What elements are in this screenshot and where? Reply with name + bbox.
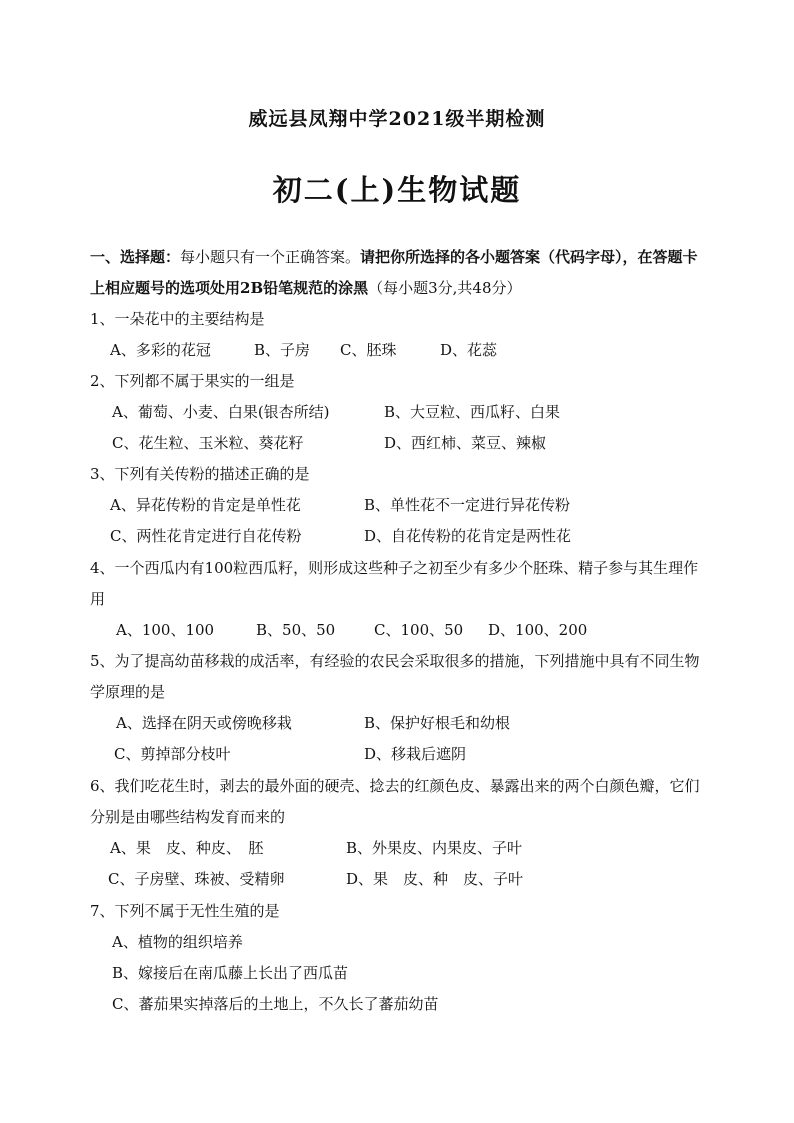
option-d: D、自花传粉的花肯定是两性花 — [364, 527, 572, 545]
option-a: A、异花传粉的肯定是单性花 — [110, 496, 301, 514]
option-b: B、大豆粒、西瓜籽、白果 — [384, 403, 561, 421]
question-2-stem: 2、下列都不属于果实的一组是 — [90, 372, 295, 390]
option-a: A、植物的组织培养 — [112, 933, 243, 951]
page-title: 初二(上)生物试题 — [272, 173, 522, 207]
question-4-stem: 4、一个西瓜内有100粒西瓜籽，则形成这些种子之初至少有多少个胚珠、精子参与其生理作用 — [90, 559, 699, 608]
school-title: 威远县凤翔中学2021级半期检测 — [248, 108, 546, 130]
question-7-option-b — [0, 958, 794, 989]
option-c: C、花生粒、玉米粒、葵花籽 — [112, 434, 304, 452]
section-instructions — [90, 242, 705, 304]
section-heading: 一、选择题： — [90, 248, 181, 266]
question-2-options-row1 — [0, 397, 794, 428]
option-a: A、葡萄、小麦、白果(银杏所结) — [112, 403, 330, 421]
option-a: A、果 皮、种皮、 胚 — [110, 839, 264, 857]
question-5-options-row2 — [0, 739, 794, 770]
question-5-stem: 5、为了提高幼苗移栽的成活率，有经验的农民会采取很多的措施，下列措施中具有不同生物学原理的是 — [90, 652, 700, 701]
section-score-note: （每小题3分,共48分） — [368, 279, 522, 297]
option-c: C、蕃茄果实掉落后的土地上，不久长了蕃茄幼苗 — [112, 995, 439, 1013]
option-b: B、单性花不一定进行异花传粉 — [364, 496, 571, 514]
section-bold-instruction: 请把你所选择的各小题答案（代码字母），在答题卡上相应题号的选项处用2B铅笔规范的涂黑 — [90, 248, 698, 297]
question-5-options-row1 — [0, 708, 794, 739]
option-d: D、西红柿、菜豆、辣椒 — [384, 434, 547, 452]
section-lead: 每小题只有一个正确答案。 — [180, 248, 361, 266]
question-3-stem: 3、下列有关传粉的描述正确的是 — [90, 465, 310, 483]
option-b: B、嫁接后在南瓜藤上长出了西瓜苗 — [112, 964, 349, 982]
question-7-stem: 7、下列不属于无性生殖的是 — [90, 902, 280, 920]
option-c: C、子房壁、珠被、受精卵 — [108, 870, 285, 888]
option-d: D、100、200 — [488, 621, 588, 639]
question-1-stem: 1、一朵花中的主要结构是 — [90, 310, 265, 328]
question-4-options — [0, 615, 794, 646]
option-b: B、外果皮、内果皮、子叶 — [346, 839, 523, 857]
option-d: D、果 皮、种 皮、子叶 — [346, 870, 524, 888]
question-7-option-c — [0, 989, 794, 1020]
question-6-stem: 6、我们吃花生时，剥去的最外面的硬壳、捻去的红颜色皮、暴露出来的两个白颜色瓣，它们分别是由哪些结构发育而来的 — [90, 777, 700, 826]
option-c: C、两性花肯定进行自花传粉 — [110, 527, 302, 545]
option-c: C、100、50 — [374, 621, 464, 639]
option-a: A、100、100 — [116, 621, 215, 639]
option-a: A、多彩的花冠 — [110, 341, 211, 359]
option-b: B、子房 — [254, 341, 311, 359]
option-a: A、选择在阴天或傍晚移栽 — [116, 714, 292, 732]
question-2-options-row2 — [0, 428, 794, 459]
option-d: D、花蕊 — [440, 341, 498, 359]
question-7-option-a — [0, 927, 794, 958]
question-6-options-row2 — [0, 864, 794, 895]
question-6-options-row1 — [0, 833, 794, 864]
option-c: C、胚珠 — [340, 341, 397, 359]
option-b: B、保护好根毛和幼根 — [364, 714, 511, 732]
question-1-options — [0, 335, 794, 366]
option-b: B、50、50 — [256, 621, 336, 639]
option-c: C、剪掉部分枝叶 — [114, 745, 231, 763]
question-3-options-row2 — [0, 521, 794, 552]
question-3-options-row1 — [0, 490, 794, 521]
option-d: D、移栽后遮阴 — [364, 745, 467, 763]
